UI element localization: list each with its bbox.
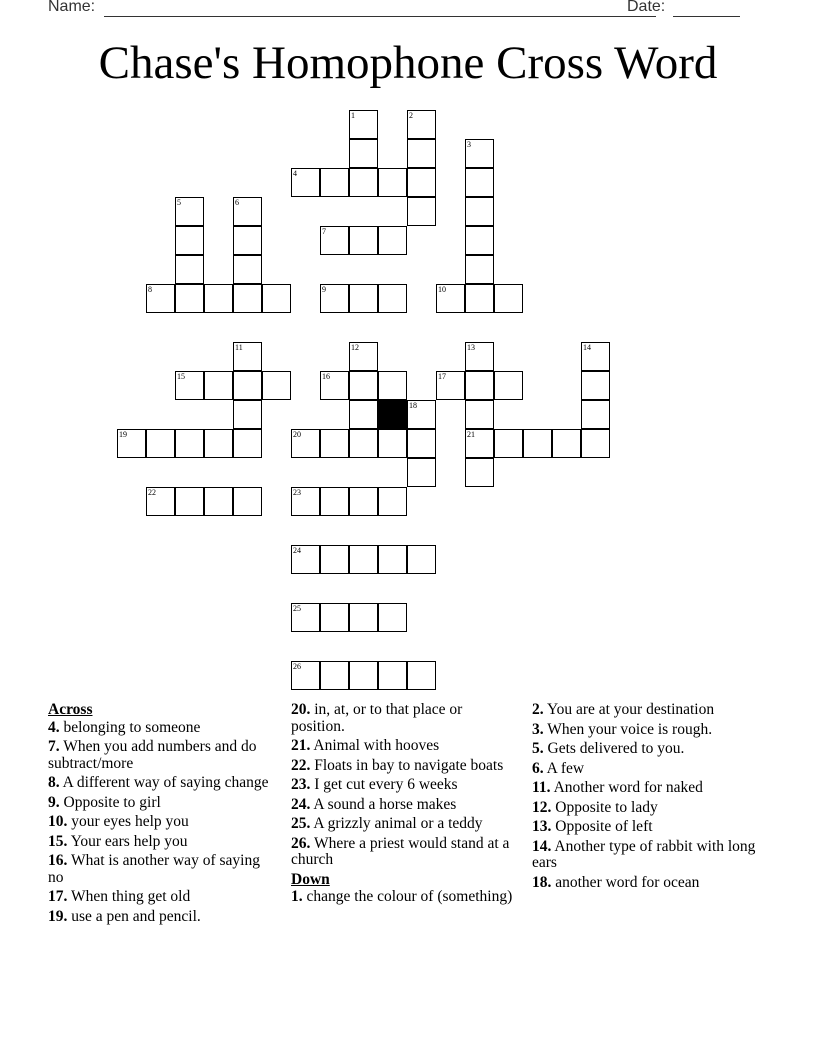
grid-cell[interactable] — [233, 371, 262, 400]
clue-across-10: 10. your eyes help you — [48, 813, 189, 830]
across-heading: Across — [48, 701, 93, 718]
grid-cell[interactable] — [233, 197, 262, 226]
grid-cell[interactable] — [233, 487, 262, 516]
grid-block — [378, 400, 407, 429]
grid-cell[interactable] — [320, 429, 349, 458]
clue-down-6: 6. A few — [532, 759, 585, 777]
clue-down-18: 18. another word for ocean — [532, 873, 700, 891]
grid-cell[interactable] — [233, 255, 262, 284]
grid-cell[interactable] — [465, 284, 494, 313]
grid-cell[interactable] — [378, 284, 407, 313]
grid-cell[interactable] — [349, 284, 378, 313]
clue-number: 14 — [583, 343, 591, 352]
grid-cell[interactable] — [465, 226, 494, 255]
clue-across-4: 4. belonging to someone — [48, 718, 201, 736]
grid-cell[interactable] — [233, 342, 262, 371]
name-label: Name: — [48, 0, 96, 15]
grid-cell[interactable] — [407, 197, 436, 226]
grid-cell[interactable] — [407, 139, 436, 168]
date-label: Date: — [627, 0, 666, 15]
clue-number: 23 — [293, 488, 301, 497]
grid-cell[interactable] — [407, 168, 436, 197]
grid-cell[interactable] — [349, 487, 378, 516]
clue-down-11: 11. Another word for naked — [532, 779, 703, 796]
grid-cell[interactable] — [349, 226, 378, 255]
clue-down-13: 13. Opposite of left — [532, 818, 653, 835]
grid-cell[interactable] — [465, 255, 494, 284]
grid-cell[interactable] — [465, 342, 494, 371]
grid-cell[interactable] — [349, 661, 378, 690]
clue-down-3: 3. When your voice is rough. — [532, 720, 713, 738]
clue-down-1: 1. change the colour of (something) — [291, 888, 513, 905]
grid-cell[interactable] — [175, 255, 204, 284]
grid-cell[interactable] — [320, 371, 349, 400]
clue-across-16: 16. What is another way of saying no — [48, 852, 260, 886]
grid-cell[interactable] — [291, 168, 320, 197]
clue-number: 25 — [293, 604, 301, 613]
grid-cell[interactable] — [291, 429, 320, 458]
page-title: Chase's Homophone Cross Word — [98, 37, 718, 89]
grid-cell[interactable] — [378, 487, 407, 516]
grid-cell[interactable] — [494, 429, 523, 458]
grid-cell[interactable] — [349, 168, 378, 197]
grid-cell[interactable] — [465, 197, 494, 226]
grid-cell[interactable] — [465, 168, 494, 197]
grid-cell[interactable] — [233, 429, 262, 458]
grid-cell[interactable] — [378, 545, 407, 574]
grid-cell[interactable] — [175, 284, 204, 313]
grid-cell[interactable] — [494, 284, 523, 313]
clue-across-17: 17. When thing get old — [48, 888, 191, 905]
clue-across-9: 9. Opposite to girl — [48, 793, 161, 811]
grid-cell[interactable] — [378, 371, 407, 400]
grid-cell[interactable] — [349, 139, 378, 168]
clue-column-3 — [532, 702, 762, 894]
clue-number: 5 — [177, 198, 181, 207]
grid-cell[interactable] — [204, 429, 233, 458]
clue-down-14: 14. Another type of rabbit with long ears — [532, 837, 756, 871]
clue-number: 13 — [467, 343, 475, 352]
clue-number: 10 — [438, 285, 446, 294]
clue-number: 11 — [235, 343, 243, 352]
grid-cell[interactable] — [204, 284, 233, 313]
grid-cell[interactable] — [175, 429, 204, 458]
grid-cell[interactable] — [175, 197, 204, 226]
grid-cell[interactable] — [465, 139, 494, 168]
clue-number: 26 — [293, 662, 301, 671]
clue-across-7: 7. When you add numbers and do subtract/more — [48, 738, 257, 772]
grid-cell[interactable] — [349, 429, 378, 458]
clue-column-2 — [291, 702, 513, 909]
grid-cell[interactable] — [204, 371, 233, 400]
clue-number: 16 — [322, 372, 330, 381]
grid-cell[interactable] — [465, 458, 494, 487]
grid-cell[interactable] — [320, 661, 349, 690]
clue-across-19: 19. use a pen and pencil. — [48, 907, 201, 925]
grid-cell[interactable] — [320, 487, 349, 516]
grid-cell[interactable] — [175, 226, 204, 255]
grid-cell[interactable] — [581, 429, 610, 458]
clue-number: 20 — [293, 430, 301, 439]
grid-cell[interactable] — [320, 284, 349, 313]
grid-cell[interactable] — [349, 342, 378, 371]
grid-cell[interactable] — [349, 110, 378, 139]
clue-down-5: 5. Gets delivered to you. — [532, 740, 685, 757]
grid-cell[interactable] — [291, 545, 320, 574]
grid-cell[interactable] — [436, 284, 465, 313]
grid-cell[interactable] — [581, 400, 610, 429]
clue-number: 8 — [148, 285, 152, 294]
clue-across-26: 26. Where a priest would stand at a church — [291, 834, 510, 868]
grid-cell[interactable] — [349, 400, 378, 429]
grid-cell[interactable] — [407, 661, 436, 690]
grid-cell[interactable] — [146, 429, 175, 458]
grid-cell[interactable] — [320, 545, 349, 574]
grid-cell[interactable] — [204, 487, 233, 516]
grid-cell[interactable] — [465, 429, 494, 458]
clue-across-25: 25. A grizzly animal or a teddy — [291, 815, 483, 832]
grid-cell[interactable] — [407, 429, 436, 458]
grid-cell[interactable] — [407, 110, 436, 139]
grid-cell[interactable] — [378, 661, 407, 690]
grid-cell[interactable] — [262, 371, 291, 400]
clue-number: 21 — [467, 430, 475, 439]
grid-cell[interactable] — [407, 400, 436, 429]
grid-cell[interactable] — [407, 545, 436, 574]
grid-cell[interactable] — [233, 284, 262, 313]
grid-cell[interactable] — [465, 371, 494, 400]
clue-number: 3 — [467, 140, 471, 149]
grid-cell[interactable] — [436, 371, 465, 400]
clue-across-8: 8. A different way of saying change — [48, 774, 269, 791]
grid-cell[interactable] — [494, 371, 523, 400]
clue-number: 19 — [119, 430, 127, 439]
grid-cell[interactable] — [320, 168, 349, 197]
clue-across-20: 20. in, at, or to that place or position. — [291, 701, 463, 735]
grid-cell[interactable] — [349, 545, 378, 574]
grid-cell[interactable] — [117, 429, 146, 458]
grid-cell[interactable] — [291, 603, 320, 632]
clue-number: 18 — [409, 401, 417, 410]
clue-number: 6 — [235, 198, 239, 207]
clue-number: 22 — [148, 488, 156, 497]
grid-cell[interactable] — [320, 603, 349, 632]
grid-cell[interactable] — [465, 400, 494, 429]
clue-number: 2 — [409, 111, 413, 120]
grid-cell[interactable] — [175, 487, 204, 516]
grid-cell[interactable] — [291, 487, 320, 516]
clue-number: 15 — [177, 372, 185, 381]
clue-across-22: 22. Floats in bay to navigate boats — [291, 756, 504, 774]
grid-cell[interactable] — [146, 284, 175, 313]
clue-across-21: 21. Animal with hooves — [291, 737, 440, 754]
clue-number: 17 — [438, 372, 446, 381]
grid-cell[interactable] — [349, 603, 378, 632]
grid-cell[interactable] — [523, 429, 552, 458]
grid-cell[interactable] — [262, 284, 291, 313]
grid-cell[interactable] — [378, 168, 407, 197]
clue-number: 12 — [351, 343, 359, 352]
clue-across-24: 24. A sound a horse makes — [291, 795, 457, 813]
down-heading: Down — [291, 870, 330, 888]
grid-cell[interactable] — [552, 429, 581, 458]
clue-number: 24 — [293, 546, 301, 555]
grid-cell[interactable] — [233, 400, 262, 429]
clue-number: 4 — [293, 169, 297, 178]
grid-cell[interactable] — [349, 371, 378, 400]
grid-cell[interactable] — [378, 429, 407, 458]
grid-cell[interactable] — [291, 661, 320, 690]
grid-cell[interactable] — [320, 226, 349, 255]
clue-number: 1 — [351, 111, 355, 120]
clue-across-23: 23. I get cut every 6 weeks — [291, 776, 458, 793]
clue-column-1 — [48, 702, 270, 928]
clue-down-12: 12. Opposite to lady — [532, 798, 658, 816]
grid-cell[interactable] — [233, 226, 262, 255]
clue-number: 7 — [322, 227, 326, 236]
grid-cell[interactable] — [175, 371, 204, 400]
grid-cell[interactable] — [378, 226, 407, 255]
grid-cell[interactable] — [581, 371, 610, 400]
clue-down-2: 2. You are at your destination — [532, 701, 715, 718]
clue-across-15: 15. Your ears help you — [48, 832, 188, 850]
clue-number: 9 — [322, 285, 326, 294]
grid-cell[interactable] — [581, 342, 610, 371]
grid-cell[interactable] — [407, 458, 436, 487]
grid-cell[interactable] — [378, 603, 407, 632]
grid-cell[interactable] — [146, 487, 175, 516]
